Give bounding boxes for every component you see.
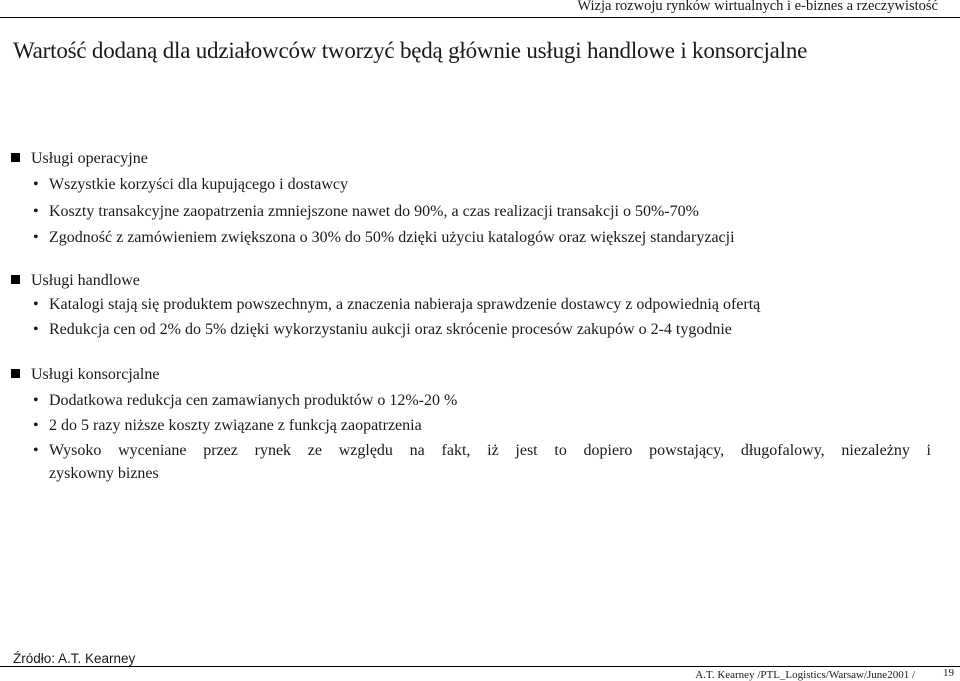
list-item: • 2 do 5 razy niższe koszty związane z funkcją zaopatrzenia [33, 417, 422, 434]
section-heading-operacyjne: Usługi operacyjne [11, 150, 148, 168]
list-item: • Koszty transakcyjne zaopatrzenia zmniejszone nawet do 90%, a czas realizacji transakcji o 50%-70% [33, 203, 699, 220]
list-item: • Redukcja cen od 2% do 5% dzięki wykorzystaniu aukcji oraz skrócenie procesów zakupów o 2-4 tygodnie [33, 321, 732, 338]
footer-rule [0, 666, 960, 667]
list-item: • Zgodność z zamówieniem zwiększona o 30% do 50% dzięki użyciu katalogów oraz większej standaryzacji [33, 229, 735, 246]
section-heading-handlowe: Usługi handlowe [11, 272, 140, 290]
bullet-dot-icon: • [33, 296, 39, 313]
list-item: • Katalogi stają się produktem powszechnym, a znaczenia nabieraja sprawdzenie dostawcy z odpowiednią ofertą [33, 296, 761, 313]
bullet-dot-icon: • [33, 417, 39, 434]
page-number: 19 [943, 667, 954, 679]
bullet-dot-icon: • [33, 321, 39, 338]
footer-text: A.T. Kearney /PTL_Logistics/Warsaw/June2001 / [695, 669, 915, 681]
list-item: • Dodatkowa redukcja cen zamawianych produktów o 12%-20 % [33, 392, 458, 409]
bullet-dot-icon: • [33, 392, 39, 409]
bullet-dot-icon: • [33, 176, 39, 193]
list-item: • Wysoko wyceniane przez rynek ze względu na fakt, iż jest to dopiero powstający, długofalowy, niezależny i [33, 442, 931, 459]
square-bullet-icon [11, 369, 20, 378]
section-heading-konsorcjalne: Usługi konsorcjalne [11, 366, 159, 384]
page-title: Wartość dodaną dla udziałowców tworzyć będą głównie usługi handlowe i konsorcjalne [13, 38, 808, 63]
bullet-dot-icon: • [33, 229, 39, 246]
header-rule [0, 17, 960, 18]
list-item-continuation: zyskowny biznes [49, 465, 159, 482]
square-bullet-icon [11, 153, 20, 162]
list-item: • Wszystkie korzyści dla kupującego i dostawcy [33, 176, 349, 193]
bullet-dot-icon: • [33, 442, 39, 459]
source-note: Źródło: A.T. Kearney [13, 651, 136, 666]
bullet-dot-icon: • [33, 203, 39, 220]
square-bullet-icon [11, 275, 20, 284]
header-title: Wizja rozwoju rynków wirtualnych i e-biznes a rzeczywistość [577, 0, 938, 14]
